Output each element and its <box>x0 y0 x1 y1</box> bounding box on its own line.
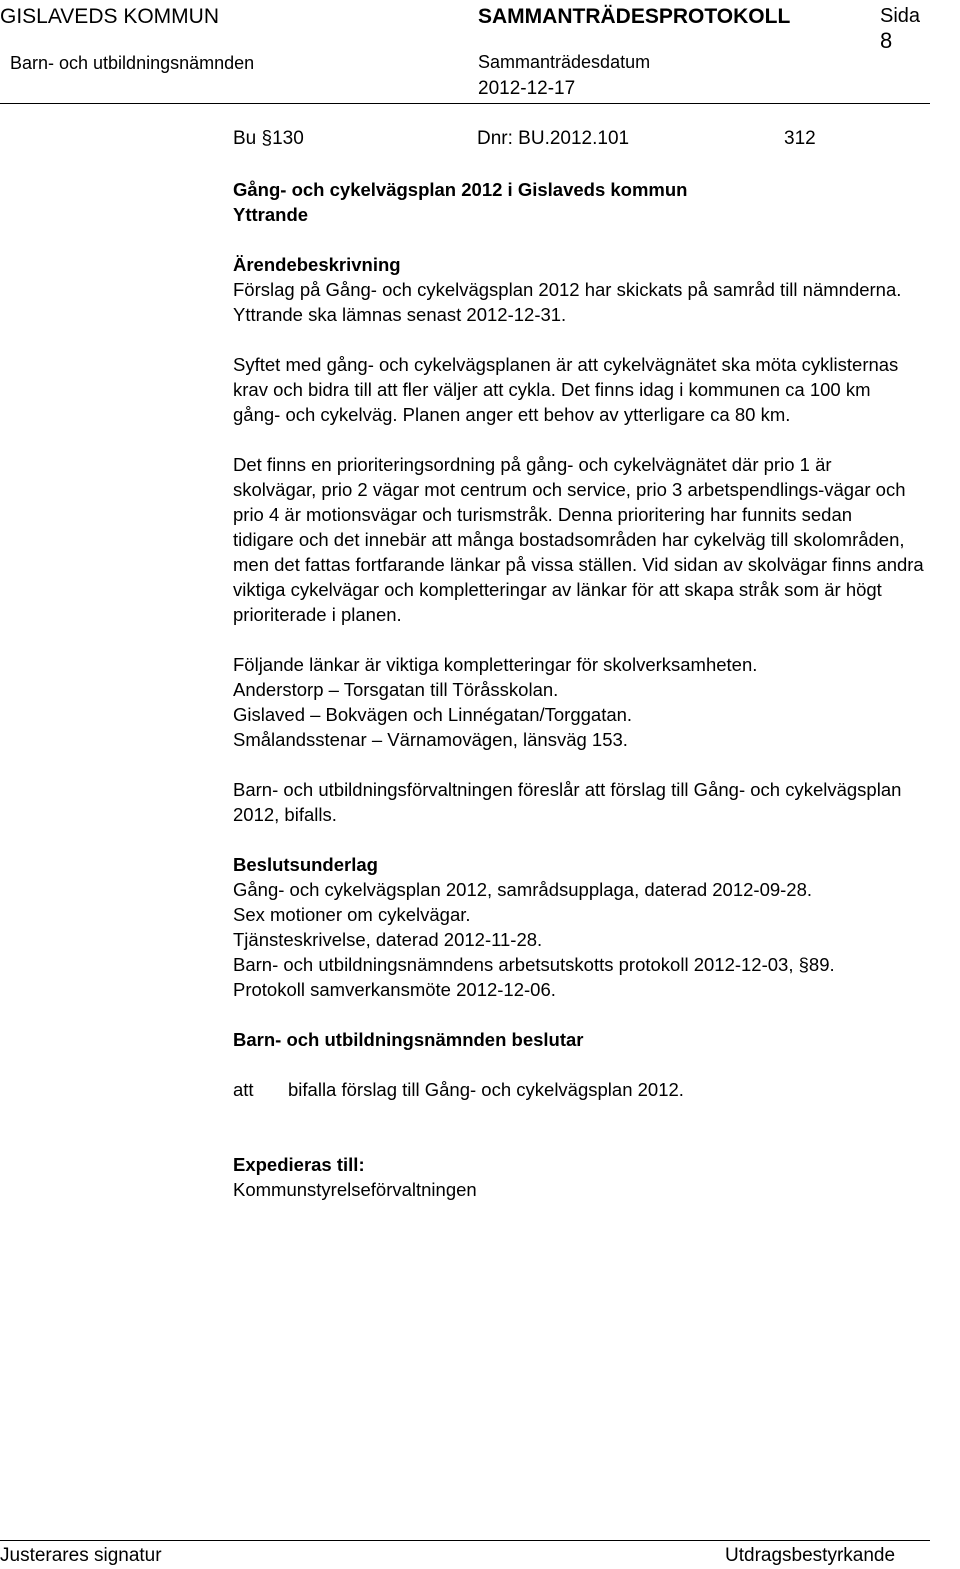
description-paragraph-4 <box>233 652 958 752</box>
text-line: Yttrande ska lämnas senast 2012-12-31. <box>233 304 567 325</box>
decision-text: bifalla förslag till Gång- och cykelvägsplan 2012. <box>288 1079 684 1100</box>
basis-list <box>233 877 958 1002</box>
decision-row <box>233 1077 958 1102</box>
date-label: Sammanträdesdatum <box>478 52 651 72</box>
description-paragraph-1 <box>233 277 958 327</box>
case-dnr: Dnr: BU.2012.101 <box>477 128 630 149</box>
case-title: Gång- och cykelvägsplan 2012 i Gislaveds kommun <box>233 179 688 200</box>
text-line: Syftet med gång- och cykelvägsplanen är att cykelvägnätet ska möta cyklisternas <box>233 354 899 375</box>
basis-item: Sex motioner om cykelvägar. <box>233 904 471 925</box>
meeting-date: 2012-12-17 <box>478 78 576 99</box>
text-line: Smålandsstenar – Värnamovägen, länsväg 153. <box>233 729 628 750</box>
case-paragraph: Bu §130 <box>233 128 304 149</box>
footer-signature-label: Justerares signatur <box>0 1545 162 1566</box>
text-line: Det finns en prioriteringsordning på gång- och cykelvägnätet där prio 1 är <box>233 454 832 475</box>
municipality-name: GISLAVEDS KOMMUN <box>0 5 219 28</box>
decision-att: att <box>233 1079 254 1100</box>
text-line: Följande länkar är viktiga kompletteringar för skolverksamheten. <box>233 654 758 675</box>
basis-heading: Beslutsunderlag <box>233 854 378 875</box>
document-body <box>233 177 958 1202</box>
case-code: 312 <box>784 128 816 149</box>
text-line: skolvägar, prio 2 vägar mot centrum och service, prio 3 arbetspendlings-vägar och <box>233 479 906 500</box>
text-line: Barn- och utbildningsförvaltningen föreslår att förslag till Gång- och cykelvägsplan <box>233 779 902 800</box>
text-line: viktiga cykelvägar och kompletteringar av länkar för att skapa stråk som är högt <box>233 579 882 600</box>
footer-divider <box>0 1540 930 1541</box>
text-line: 2012, bifalls. <box>233 804 337 825</box>
text-line: men det fattas fortfarande länkar på vissa ställen. Vid sidan av skolvägar finns andra <box>233 554 924 575</box>
description-paragraph-3 <box>233 452 958 627</box>
text-line: tidigare och det innebär att många bostadsområden har cykelväg till skolområden, <box>233 529 905 550</box>
text-line: krav och bidra till att fler väljer att cykla. Det finns idag i kommunen ca 100 km <box>233 379 871 400</box>
text-line: gång- och cykelväg. Planen anger ett behov av ytterligare ca 80 km. <box>233 404 791 425</box>
basis-item: Barn- och utbildningsnämndens arbetsutskotts protokoll 2012-12-03, §89. <box>233 954 835 975</box>
decision-heading: Barn- och utbildningsnämnden beslutar <box>233 1029 584 1050</box>
basis-item: Tjänsteskrivelse, daterad 2012-11-28. <box>233 929 543 950</box>
page-number: 8 <box>880 28 893 53</box>
footer-certification-label: Utdragsbestyrkande <box>725 1545 896 1566</box>
dispatch-recipient: Kommunstyrelseförvaltningen <box>233 1179 477 1200</box>
text-line: prioriterade i planen. <box>233 604 402 625</box>
description-heading: Ärendebeskrivning <box>233 254 401 275</box>
basis-item: Gång- och cykelvägsplan 2012, samrådsupplaga, daterad 2012-09-28. <box>233 879 813 900</box>
header-divider <box>0 103 930 104</box>
text-line: Förslag på Gång- och cykelvägsplan 2012 har skickats på samråd till nämnderna. <box>233 279 902 300</box>
text-line: Gislaved – Bokvägen och Linnégatan/Torggatan. <box>233 704 633 725</box>
document-type: SAMMANTRÄDESPROTOKOLL <box>478 5 791 28</box>
description-paragraph-2 <box>233 352 958 427</box>
text-line: prio 4 är motionsvägar och turismstråk. Denna prioritering har funnits sedan <box>233 504 853 525</box>
case-subtitle: Yttrande <box>233 204 309 225</box>
description-paragraph-5 <box>233 777 958 827</box>
page-label: Sida <box>880 5 921 27</box>
dispatch-heading: Expedieras till: <box>233 1154 365 1175</box>
committee-name: Barn- och utbildningsnämnden <box>10 53 255 73</box>
basis-item: Protokoll samverkansmöte 2012-12-06. <box>233 979 556 1000</box>
text-line: Anderstorp – Torsgatan till Töråsskolan. <box>233 679 559 700</box>
